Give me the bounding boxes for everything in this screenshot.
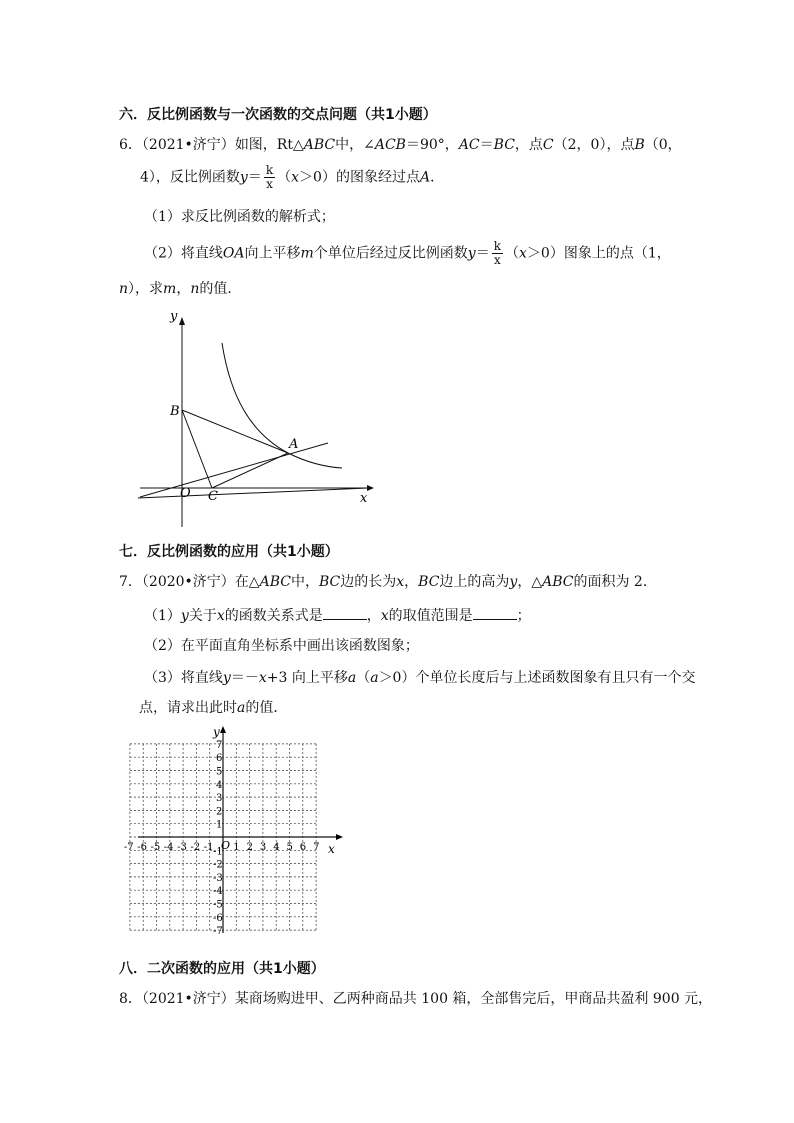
question-6-line-2: 4），反比例函数y＝ $\frac{k}{x}$ （x＞0）的图象经过点A． [140, 163, 445, 191]
grid-x-tick-label: 1 [233, 842, 240, 853]
grid-x-tick-label: 3 [259, 842, 267, 853]
grid-y-tick-label: 1 [216, 819, 223, 831]
answer-blank-2[interactable] [473, 605, 517, 620]
grid-x-tick-label: 6 [299, 842, 307, 853]
fig-label-c: C [208, 489, 218, 504]
grid-x-tick-label: -5 [150, 842, 161, 853]
grid-x-tick-label: -4 [163, 842, 174, 853]
grid-y-tick-label: -6 [213, 912, 223, 924]
fig-label-b: B [170, 404, 180, 419]
section-7-heading: 七．反比例函数的应用（共1小题） [119, 544, 339, 560]
grid-x-tick-label: 7 [313, 842, 320, 853]
grid-y-tick-label: -3 [213, 872, 223, 884]
answer-blank-1[interactable] [323, 605, 367, 620]
question-6-part-2-cont: n），求m，n的值． [119, 281, 242, 297]
segment-bc [182, 410, 212, 488]
question-7-part-2: （2）在平面直角坐标系中画出该函数图象； [144, 638, 419, 654]
fig-label-o: O [180, 486, 191, 501]
grid-y-tick-label: -4 [213, 886, 223, 898]
section-6-heading: 六．反比例函数与一次函数的交点问题（共1小题） [119, 107, 437, 123]
hyperbola-curve [222, 343, 342, 468]
line-oa [140, 443, 328, 497]
grid-x-tick-label: 5 [286, 842, 293, 853]
grid-x-tick-label: -3 [177, 842, 187, 853]
grid-x-tick-label: -7 [123, 842, 134, 853]
grid-y-tick-label: -1 [213, 846, 223, 858]
grid-label-origin: O [221, 839, 231, 852]
question-6-part-1: （1）求反比例函数的解析式； [144, 209, 335, 225]
grid-y-tick-label: 5 [216, 766, 223, 778]
question-7-part-1: （1）y关于x的函数关系式是 ，x的取值范围是 ； [144, 605, 531, 625]
fig-label-a: A [289, 437, 299, 452]
question-8-line-1: 8．（2021•济宁）某商场购进甲、乙两种商品共 100 箱，全部售完后，甲商品共盈利 900 元， [119, 991, 713, 1007]
fig-label-y: y [170, 309, 178, 324]
fraction-k-over-x: $\frac{k}{x}$ [265, 163, 274, 191]
grid-x-tick-label: -6 [137, 842, 147, 853]
grid-y-tick-label: 7 [216, 739, 223, 751]
x-axis-arrow-icon [367, 485, 374, 491]
question-7-part-3: （3）将直线y＝－x+3 向上平移a（a＞0）个单位长度后与上述函数图象有且只有一个交 [144, 670, 696, 686]
grid-label-x: x [328, 842, 335, 856]
grid-y-tick-label: 2 [216, 806, 223, 818]
grid-y-tick-label: -7 [213, 926, 223, 938]
grid-y-tick-label: -5 [213, 899, 223, 911]
y-axis-arrow-icon [179, 317, 185, 325]
question-7-part-3-cont: 点，请求出此时a的值． [139, 700, 288, 716]
question-7-line-1: 7．（2020•济宁）在△ABC中，BC边的长为x，BC边上的高为y，△ABC的面积为 2． [119, 574, 657, 590]
segment-ba [182, 410, 288, 453]
question-6-line-1: 6．（2021•济宁）如图，Rt△ABC中，∠ACB＝90°，AC＝BC，点C（2，0），点B（0， [119, 137, 682, 153]
grid-x-arrow-icon [336, 834, 343, 840]
grid-y-arrow-icon [220, 726, 226, 733]
question-7-grid [123, 725, 346, 938]
grid-x-tick-label: 4 [273, 842, 280, 853]
section-8-heading: 八．二次函数的应用（共1小题） [119, 961, 325, 977]
grid-x-tick-label: -1 [203, 842, 214, 853]
grid-label-y: y [213, 725, 220, 739]
grid-x-tick-label: 2 [246, 842, 253, 853]
fraction-k-over-x-2: $\frac{k}{x}$ [493, 239, 501, 267]
grid-y-tick-label: 4 [216, 779, 223, 791]
question-6-figure [130, 305, 380, 530]
question-6-part-2: （2）将直线OA向上平移m个单位后经过反比例函数y＝ $\frac{k}{x}$ （x＞0）图象上的点（1， [144, 239, 671, 267]
grid-x-tick-label: -2 [190, 842, 201, 853]
grid-y-tick-label: 6 [216, 753, 223, 765]
fig-label-x: x [360, 491, 368, 506]
grid-y-tick-label: -2 [213, 859, 223, 871]
x-axis [138, 488, 368, 498]
grid-y-tick-label: 3 [216, 793, 223, 805]
